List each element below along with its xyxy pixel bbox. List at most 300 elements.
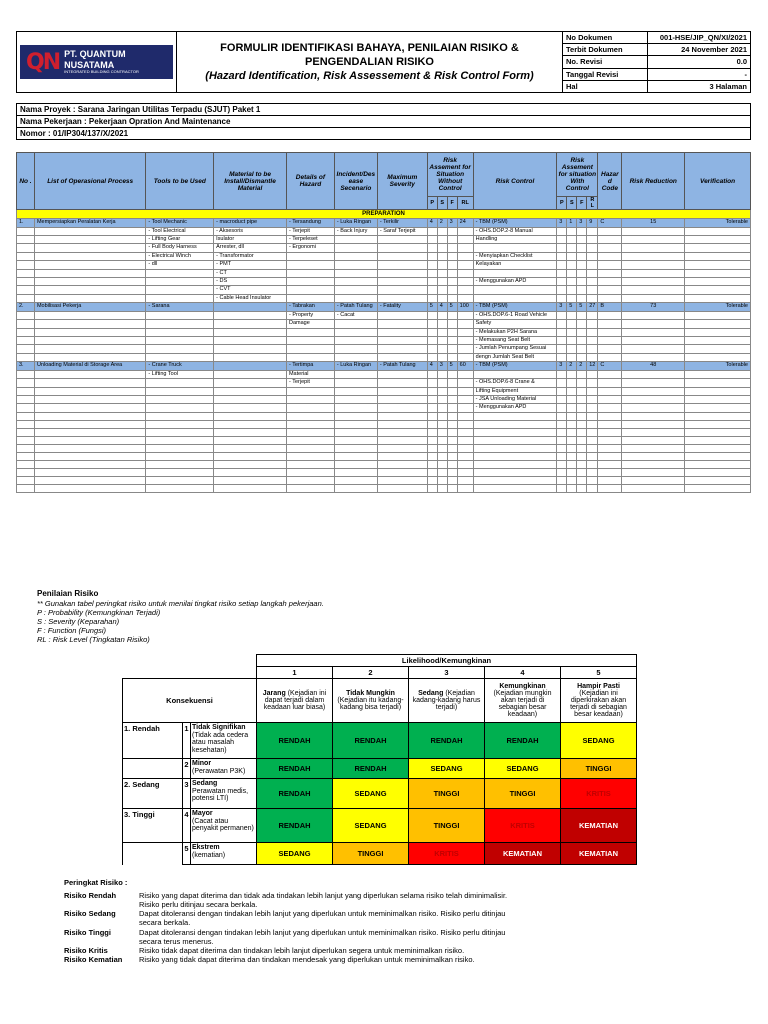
cell-s [437,353,447,361]
cell-code [598,235,622,243]
cell-f [447,278,457,286]
title-line2: PENGENDALIAN RISIKO [305,55,434,68]
konsekuensi-number: 3 [183,779,191,809]
cell-p2 [557,261,567,269]
cell-f [447,328,457,336]
col-incident: Incident/Des ease Secenario [334,153,377,210]
empty-row [17,484,751,492]
peringkat-desc: Risiko tidak dapat diterima dan tindakan lebih lanjut diperlukan segera untuk meminimalkan risiko. [139,945,465,955]
cell-material: Isulator [214,235,287,243]
cell-f2 [577,252,587,260]
cell-no: 3. [17,362,35,370]
risk-cell-rendah: RENDAH [333,759,409,779]
cell-tools: - Full Body Harness [146,244,214,252]
cell-p [427,235,437,243]
cell-no [17,278,35,286]
risk-table [16,152,751,493]
cell-reduction [622,244,685,252]
cell-code [598,353,622,361]
cell-verification: Tolerable [685,362,751,370]
col-s: S [437,197,447,210]
cell-verification [685,379,751,387]
cell-code [598,244,622,252]
cell-details: - Terjepit [286,227,334,235]
cell-s2 [567,337,577,345]
cell-f [447,404,457,412]
table-row [17,311,751,319]
title-line3: (Hazard Identification, Risk Assessement & Risk Control Form) [205,70,534,83]
cell-f [447,235,457,243]
cell-tools [146,404,214,412]
doc-label: Hal [563,80,648,92]
cell-s [437,395,447,403]
cell-details: - Ergonomi [286,244,334,252]
konsekuensi-desc: Sedang Perawatan medis, potensi LTI) [191,779,257,809]
likelihood-title: Likelihood/Kemungkinan [257,655,637,667]
risk-cell-kematian: KEMATIAN [485,843,561,865]
cell-no [17,227,35,235]
cell-no [17,328,35,336]
cell-reduction [622,269,685,277]
cell-verification [685,328,751,336]
cell-verification [685,244,751,252]
cell-severity [377,370,427,378]
cell-rl [457,244,473,252]
cell-incident [334,328,377,336]
cell-s2 [567,311,577,319]
cell-reduction [622,387,685,395]
cell-tools: - Crane Truck [146,362,214,370]
section-preparation: PREPARATION [17,210,751,219]
cell-p2 [557,353,567,361]
cell-material [214,328,287,336]
risk-cell-kritis: KRITIS [561,779,637,809]
peringkat-key: Risiko Sedang [64,909,116,919]
cell-f2 [577,244,587,252]
cell-reduction [622,353,685,361]
cell-p: 4 [427,362,437,370]
risk-cell-kritis: KRITIS [409,843,485,865]
table-row [17,235,751,243]
penilaian-title: Penilaian Risiko [37,589,99,598]
cell-incident [334,379,377,387]
cell-f [447,244,457,252]
likelihood-col: Sedang (Kejadian kadang-kadang harus terjadi) [409,679,485,723]
cell-f2 [577,269,587,277]
cell-p2 [557,278,567,286]
peringkat-risiko [64,878,514,964]
cell-process [34,320,145,328]
cell-process [34,311,145,319]
cell-tools [146,311,214,319]
cell-details: - Tersandung [286,219,334,227]
cell-r2: 27 [587,303,598,311]
risk-cell-rendah: RENDAH [257,809,333,843]
cell-material [214,353,287,361]
cell-verification [685,269,751,277]
cell-reduction [622,379,685,387]
cell-tools [146,328,214,336]
table-row [17,219,751,227]
cell-s [437,328,447,336]
cell-incident [334,252,377,260]
col-severity: Maximum Severity [377,153,427,210]
cell-s [437,311,447,319]
penilaian-f: F : Function (Fungsi) [37,625,107,635]
cell-r2 [587,353,598,361]
cell-p2 [557,294,567,302]
cell-no [17,311,35,319]
cell-details [286,387,334,395]
cell-control: - Menggunakan APD [473,404,557,412]
penilaian-note: ** Gunakan tabel peringkat risiko untuk menilai tingkat risiko setiap langkah pekerjaan. [37,598,324,608]
risk-cell-sedang: SEDANG [485,759,561,779]
cell-severity [377,294,427,302]
cell-s2 [567,252,577,260]
cell-incident [334,294,377,302]
cell-rl [457,337,473,345]
cell-s [437,337,447,345]
cell-s2 [567,278,577,286]
cell-details [286,269,334,277]
cell-details [286,294,334,302]
cell-process: Mempersiapkan Peralatan Kerja [34,219,145,227]
cell-process [34,379,145,387]
likelihood-number: 1 [257,667,333,679]
cell-f2 [577,387,587,395]
cell-material: - CVT [214,286,287,294]
table-row [17,261,751,269]
cell-verification [685,227,751,235]
konsekuensi-group: 1. Rendah [123,723,183,759]
cell-process: Unloading Material di Storage Area [34,362,145,370]
cell-material: - DS [214,278,287,286]
cell-incident [334,345,377,353]
cell-material: - Aksesoris [214,227,287,235]
cell-process [34,404,145,412]
cell-rl [457,227,473,235]
cell-severity [377,404,427,412]
cell-verification [685,345,751,353]
cell-f [447,311,457,319]
cell-verification [685,353,751,361]
cell-control: - Menggunakan APD [473,278,557,286]
cell-f [447,269,457,277]
cell-s: 2 [437,219,447,227]
konsekuensi-group [123,843,183,865]
cell-s2 [567,286,577,294]
cell-s2: 5 [567,303,577,311]
cell-tools: - Electrical Winch [146,252,214,260]
cell-details [286,395,334,403]
cell-no: 2. [17,303,35,311]
cell-rl [457,387,473,395]
cell-p2 [557,387,567,395]
cell-material [214,395,287,403]
cell-rl [457,261,473,269]
col-r2: R L [587,197,598,210]
cell-f [447,395,457,403]
cell-details [286,345,334,353]
cell-severity [377,337,427,345]
cell-control: Lifting Equipment [473,387,557,395]
table-row [17,362,751,370]
table-row [17,278,751,286]
cell-incident: - Back Injury [334,227,377,235]
cell-tools [146,387,214,395]
cell-s [437,345,447,353]
cell-code [598,345,622,353]
cell-reduction [622,404,685,412]
cell-s2 [567,269,577,277]
cell-severity: - Patah Tulang [377,362,427,370]
cell-p2: 3 [557,362,567,370]
cell-p2 [557,269,567,277]
cell-s2 [567,370,577,378]
logo-mark-icon: QN [26,49,60,75]
cell-code [598,227,622,235]
cell-rl [457,353,473,361]
table-row [17,294,751,302]
cell-material: - PMT [214,261,287,269]
cell-reduction [622,227,685,235]
cell-r2 [587,269,598,277]
cell-no [17,294,35,302]
cell-f: 5 [447,362,457,370]
cell-f [447,261,457,269]
cell-r2 [587,244,598,252]
doc-label: Tanggal Revisi [563,68,648,80]
konsekuensi-desc: Tidak Signifikan (Tidak ada cedera atau masalah kesehatan) [191,723,257,759]
peringkat-key: Risiko Rendah [64,891,117,900]
cell-tools: - Sarana [146,303,214,311]
cell-r2: 9 [587,219,598,227]
cell-incident [334,278,377,286]
table-row [17,320,751,328]
cell-severity [377,387,427,395]
cell-f [447,227,457,235]
cell-severity [377,345,427,353]
cell-p: 4 [427,219,437,227]
risk-cell-sedang: SEDANG [561,723,637,759]
risk-cell-kematian: KEMATIAN [561,809,637,843]
cell-severity [377,286,427,294]
likelihood-col: Jarang (Kejadian ini dapat terjadi dalam keadaan luar biasa) [257,679,333,723]
likelihood-number: 2 [333,667,409,679]
peringkat-title: Peringkat Risiko : [64,878,128,887]
cell-incident [334,320,377,328]
empty-row [17,444,751,452]
cell-s2 [567,387,577,395]
table-row [17,337,751,345]
risk-matrix [122,654,637,865]
cell-r2 [587,328,598,336]
cell-p2 [557,370,567,378]
cell-severity [377,353,427,361]
cell-tools [146,286,214,294]
cell-no [17,337,35,345]
cell-r2 [587,345,598,353]
cell-tools: - Lifting Tool [146,370,214,378]
cell-r2 [587,261,598,269]
cell-rl [457,294,473,302]
table-row [17,395,751,403]
risk-cell-kematian: KEMATIAN [561,843,637,865]
cell-reduction: 48 [622,362,685,370]
cell-s [437,244,447,252]
cell-process [34,370,145,378]
risk-cell-sedang: SEDANG [257,843,333,865]
cell-code: C [598,362,622,370]
doc-value: 001-HSE/JIP_QN/XI/2021 [648,32,751,44]
cell-material [214,337,287,345]
cell-s2 [567,328,577,336]
cell-s [437,286,447,294]
konsekuensi-group: 2. Sedang [123,779,183,809]
cell-p [427,387,437,395]
cell-reduction [622,345,685,353]
risk-cell-kritis: KRITIS [485,809,561,843]
cell-code [598,337,622,345]
cell-severity [377,328,427,336]
cell-material [214,379,287,387]
cell-f2 [577,353,587,361]
cell-tools [146,320,214,328]
risk-cell-rendah: RENDAH [409,723,485,759]
col-process: List of Operasional Process [34,153,145,210]
cell-incident [334,286,377,294]
cell-code [598,286,622,294]
col-hazard: Hazar d Code [598,153,622,210]
col-tools: Tools to be Used [146,153,214,210]
col-ra2: Risk Assement for situation With Control [557,153,598,197]
likelihood-number: 4 [485,667,561,679]
cell-s2 [567,345,577,353]
cell-control: - OHS.DOP.6-8 Crane & [473,379,557,387]
cell-f [447,252,457,260]
cell-incident [334,269,377,277]
cell-p [427,252,437,260]
cell-rl: 100 [457,303,473,311]
cell-code [598,387,622,395]
cell-tools [146,278,214,286]
cell-incident [334,261,377,269]
cell-p2 [557,311,567,319]
cell-rl [457,395,473,403]
cell-reduction [622,278,685,286]
table-row [17,328,751,336]
risk-cell-sedang: SEDANG [409,759,485,779]
cell-tools: - dll [146,261,214,269]
cell-p [427,320,437,328]
penilaian-p: P : Probability (Kemungkinan Terjadi) [37,607,161,617]
risk-cell-tinggi: TINGGI [333,843,409,865]
likelihood-col: Kemungkinan (Kejadian mungkin akan terjadi di sebagian besar keadaan) [485,679,561,723]
cell-incident [334,395,377,403]
cell-s2 [567,261,577,269]
cell-process [34,269,145,277]
cell-f2: 5 [577,303,587,311]
cell-p: 5 [427,303,437,311]
cell-s [437,370,447,378]
cell-f2 [577,345,587,353]
table-row [17,404,751,412]
cell-no [17,244,35,252]
konsekuensi-number: 1 [183,723,191,759]
cell-material [214,303,287,311]
cell-p [427,311,437,319]
cell-f2 [577,328,587,336]
cell-s [437,404,447,412]
cell-code [598,320,622,328]
risk-cell-rendah: RENDAH [257,779,333,809]
risk-cell-sedang: SEDANG [333,779,409,809]
table-row [17,303,751,311]
form-title [177,32,563,93]
empty-row [17,476,751,484]
cell-verification [685,370,751,378]
cell-incident: - Luka Ringan [334,362,377,370]
cell-no [17,320,35,328]
cell-f2 [577,337,587,345]
empty-row [17,468,751,476]
cell-p [427,261,437,269]
cell-reduction [622,370,685,378]
cell-s [437,278,447,286]
logo [17,32,177,93]
cell-incident [334,387,377,395]
cell-f2 [577,235,587,243]
cell-s2 [567,244,577,252]
cell-r2: 12 [587,362,598,370]
cell-process [34,244,145,252]
risk-cell-tinggi: TINGGI [409,779,485,809]
cell-material: - macroduct pipe [214,219,287,227]
cell-s [437,252,447,260]
cell-s2 [567,404,577,412]
cell-rl [457,286,473,294]
cell-reduction: 73 [622,303,685,311]
konsekuensi-desc: Mayor (Cacat atau penyakit permanen) [191,809,257,843]
cell-r2 [587,286,598,294]
empty-row [17,452,751,460]
cell-no [17,269,35,277]
cell-s [437,320,447,328]
cell-severity [377,320,427,328]
cell-reduction [622,311,685,319]
cell-no [17,395,35,403]
cell-incident: - Cacat [334,311,377,319]
cell-incident: - Patah Tulang [334,303,377,311]
cell-r2 [587,387,598,395]
table-row [17,269,751,277]
cell-no [17,286,35,294]
risk-cell-tinggi: TINGGI [561,759,637,779]
table-row [17,227,751,235]
col-reduction: Risk Reduction [622,153,685,210]
document-header [16,31,751,93]
cell-no [17,353,35,361]
cell-material [214,362,287,370]
cell-material [214,320,287,328]
cell-s [437,387,447,395]
cell-f: 3 [447,219,457,227]
cell-verification [685,286,751,294]
cell-severity: - Terkilir [377,219,427,227]
cell-control: dengn Jumlah Seat Belt [473,353,557,361]
cell-reduction [622,395,685,403]
cell-material [214,345,287,353]
